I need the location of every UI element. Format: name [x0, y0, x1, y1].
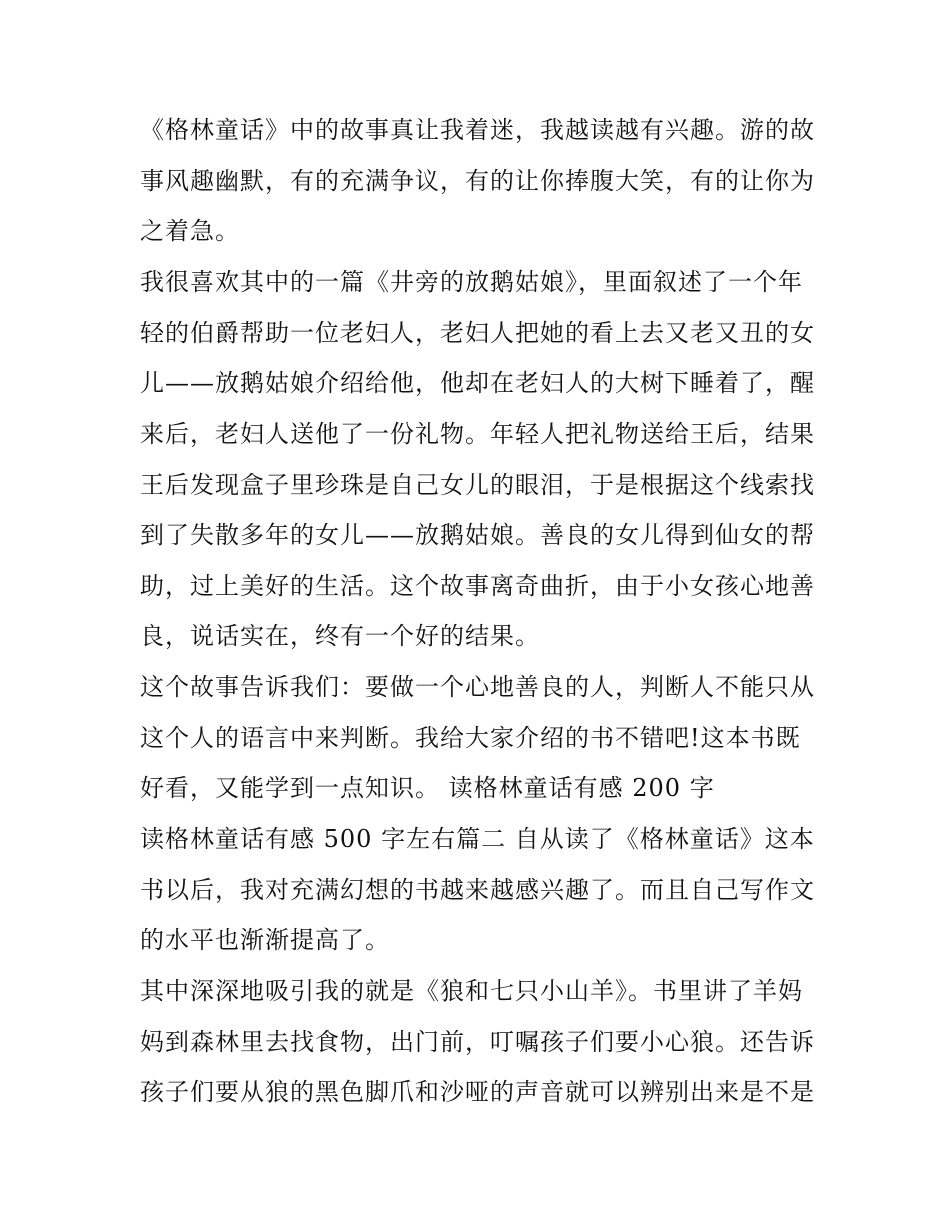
text-line-3: 之着急。	[140, 217, 240, 245]
text-line-5: 轻的伯爵帮助一位老妇人，老妇人把她的看上去又老又丑的女	[140, 319, 815, 347]
text-line-18: 其中深深地吸引我的就是《狼和七只小山羊》。书里讲了羊妈	[140, 977, 803, 1005]
text-line-14: 好看，又能学到一点知识。 读格林童话有感 200 字	[140, 774, 715, 802]
text-line-10: 助，过上美好的生活。这个故事离奇曲折，由于小女孩心地善	[140, 572, 815, 600]
text-line-1: 《格林童话》中的故事真让我着迷，我越读越有兴趣。游的故	[140, 116, 815, 144]
text-line-11: 良，说话实在，终有一个好的结果。	[140, 622, 540, 650]
text-line-2: 事风趣幽默，有的充满争议，有的让你捧腹大笑，有的让你为	[140, 167, 815, 195]
text-line-7: 来后，老妇人送他了一份礼物。年轻人把礼物送给王后，结果	[140, 420, 815, 448]
text-line-15: 读格林童话有感 500 字左右篇二 自从读了《格林童话》这本	[140, 825, 815, 853]
text-line-9: 到了失散多年的女儿——放鹅姑娘。善良的女儿得到仙女的帮	[140, 521, 815, 549]
text-line-8: 王后发现盒子里珍珠是自己女儿的眼泪，于是根据这个线索找	[140, 471, 815, 499]
text-line-19: 妈到森林里去找食物，出门前，叮嘱孩子们要小心狼。还告诉	[140, 1028, 815, 1056]
text-line-4: 我很喜欢其中的一篇《井旁的放鹅姑娘》，里面叙述了一个年	[140, 268, 803, 296]
text-line-12: 这个故事告诉我们：要做一个心地善良的人，判断人不能只从	[140, 673, 815, 701]
text-line-17: 的水平也渐渐提高了。	[140, 926, 390, 954]
text-line-13: 这个人的语言中来判断。我给大家介绍的书不错吧!这本书既	[140, 724, 801, 752]
text-line-6: 儿——放鹅姑娘介绍给他，他却在老妇人的大树下睡着了，醒	[140, 369, 815, 397]
text-line-16: 书以后，我对充满幻想的书越来越感兴趣了。而且自己写作文	[140, 876, 815, 904]
text-line-20: 孩子们要从狼的黑色脚爪和沙哑的声音就可以辨别出来是不是	[140, 1078, 815, 1106]
